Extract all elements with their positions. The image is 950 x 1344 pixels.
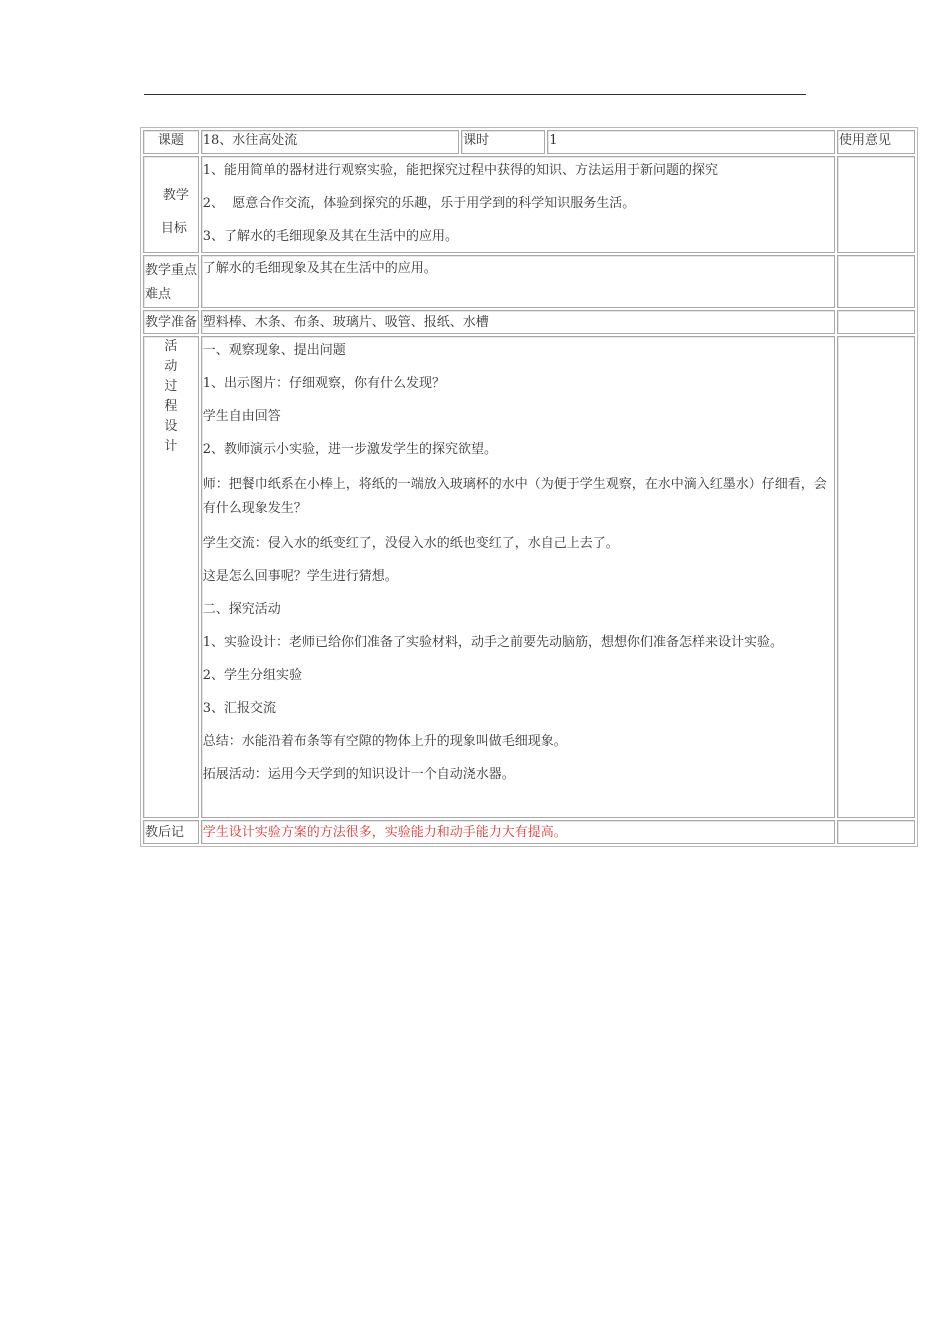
row-reflection xyxy=(143,820,915,844)
topic-value: 18、水往高处流 xyxy=(201,130,459,154)
activity-line: 二、探究活动 xyxy=(202,602,281,617)
key-points-label-line1: 教学重点 xyxy=(145,263,198,278)
activity-line: 1、出示图片：仔细观察，你有什么发现？ xyxy=(202,376,445,391)
row-topic xyxy=(143,130,915,154)
activity-line: 师：把餐巾纸系在小棒上，将纸的一端放入玻璃杯的水中（为便于学生观察，在水中滴入红墨水）仔细看，会有什么现象发生？ xyxy=(202,477,827,516)
activity-content xyxy=(201,336,835,818)
goal-item: 1、能用简单的器材进行观察实验，能把探究过程中获得的知识、方法运用于新问题的探究 xyxy=(202,163,718,178)
goals-label xyxy=(143,156,199,253)
activity-line: 2、教师演示小实验，进一步激发学生的探究欲望。 xyxy=(202,442,497,457)
topic-label: 课题 xyxy=(143,130,199,154)
activity-label-char: 设 xyxy=(164,419,178,434)
activity-line: 1、实验设计：老师已给你们准备了实验材料，动手之前要先动脑筋，想想你们准备怎样来设计实验。 xyxy=(202,635,783,650)
header-rule xyxy=(144,94,806,95)
activity-label xyxy=(143,336,199,818)
activity-line: 总结：水能沿着布条等有空隙的物体上升的现象叫做毛细现象。 xyxy=(202,734,567,749)
row-activity xyxy=(143,336,915,818)
reflection-label: 教后记 xyxy=(143,820,199,844)
activity-line: 学生交流：侵入水的纸变红了，没侵入水的纸也变红了，水自己上去了。 xyxy=(202,536,619,551)
key-points-usage-cell xyxy=(837,255,915,308)
activity-label-char: 过 xyxy=(164,379,178,394)
activity-line: 拓展活动：运用今天学到的知识设计一个自动浇水器。 xyxy=(202,767,515,782)
activity-line: 一、观察现象、提出问题 xyxy=(202,343,346,358)
activity-line: 3、汇报交流 xyxy=(202,701,276,716)
preparation-usage-cell xyxy=(837,310,915,334)
goal-item: 3、了解水的毛细现象及其在生活中的应用。 xyxy=(202,229,458,244)
goals-usage-cell xyxy=(837,156,915,253)
key-points-label xyxy=(143,255,199,308)
reflection-usage-cell xyxy=(837,820,915,844)
key-points-label-line2: 难点 xyxy=(145,287,172,302)
key-points-value: 了解水的毛细现象及其在生活中的应用。 xyxy=(201,255,835,308)
row-preparation xyxy=(143,310,915,334)
activity-label-char: 程 xyxy=(164,399,178,414)
preparation-label: 教学准备 xyxy=(143,310,199,334)
lesson-plan-table xyxy=(140,127,918,847)
activity-label-char: 动 xyxy=(164,359,178,374)
goals-label-line1: 教学 xyxy=(162,188,189,203)
usage-label: 使用意见 xyxy=(837,130,915,154)
row-key-points xyxy=(143,255,915,308)
period-label: 课时 xyxy=(461,130,545,154)
goal-item: 2、 愿意合作交流，体验到探究的乐趣，乐于用学到的科学知识服务生活。 xyxy=(202,196,636,211)
activity-line: 2、学生分组实验 xyxy=(202,668,302,683)
activity-usage-cell xyxy=(837,336,915,818)
activity-label-char: 计 xyxy=(164,439,178,454)
activity-label-char: 活 xyxy=(164,339,178,354)
activity-line: 学生自由回答 xyxy=(202,409,281,424)
row-goals xyxy=(143,156,915,253)
goals-content xyxy=(201,156,835,253)
reflection-value: 学生设计实验方案的方法很多，实验能力和动手能力大有提高。 xyxy=(201,820,835,844)
preparation-value: 塑料棒、木条、布条、玻璃片、吸管、报纸、水槽 xyxy=(201,310,835,334)
goals-label-line2: 目标 xyxy=(160,221,187,236)
activity-line: 这是怎么回事呢？学生进行猜想。 xyxy=(202,569,398,584)
period-value: 1 xyxy=(547,130,835,154)
